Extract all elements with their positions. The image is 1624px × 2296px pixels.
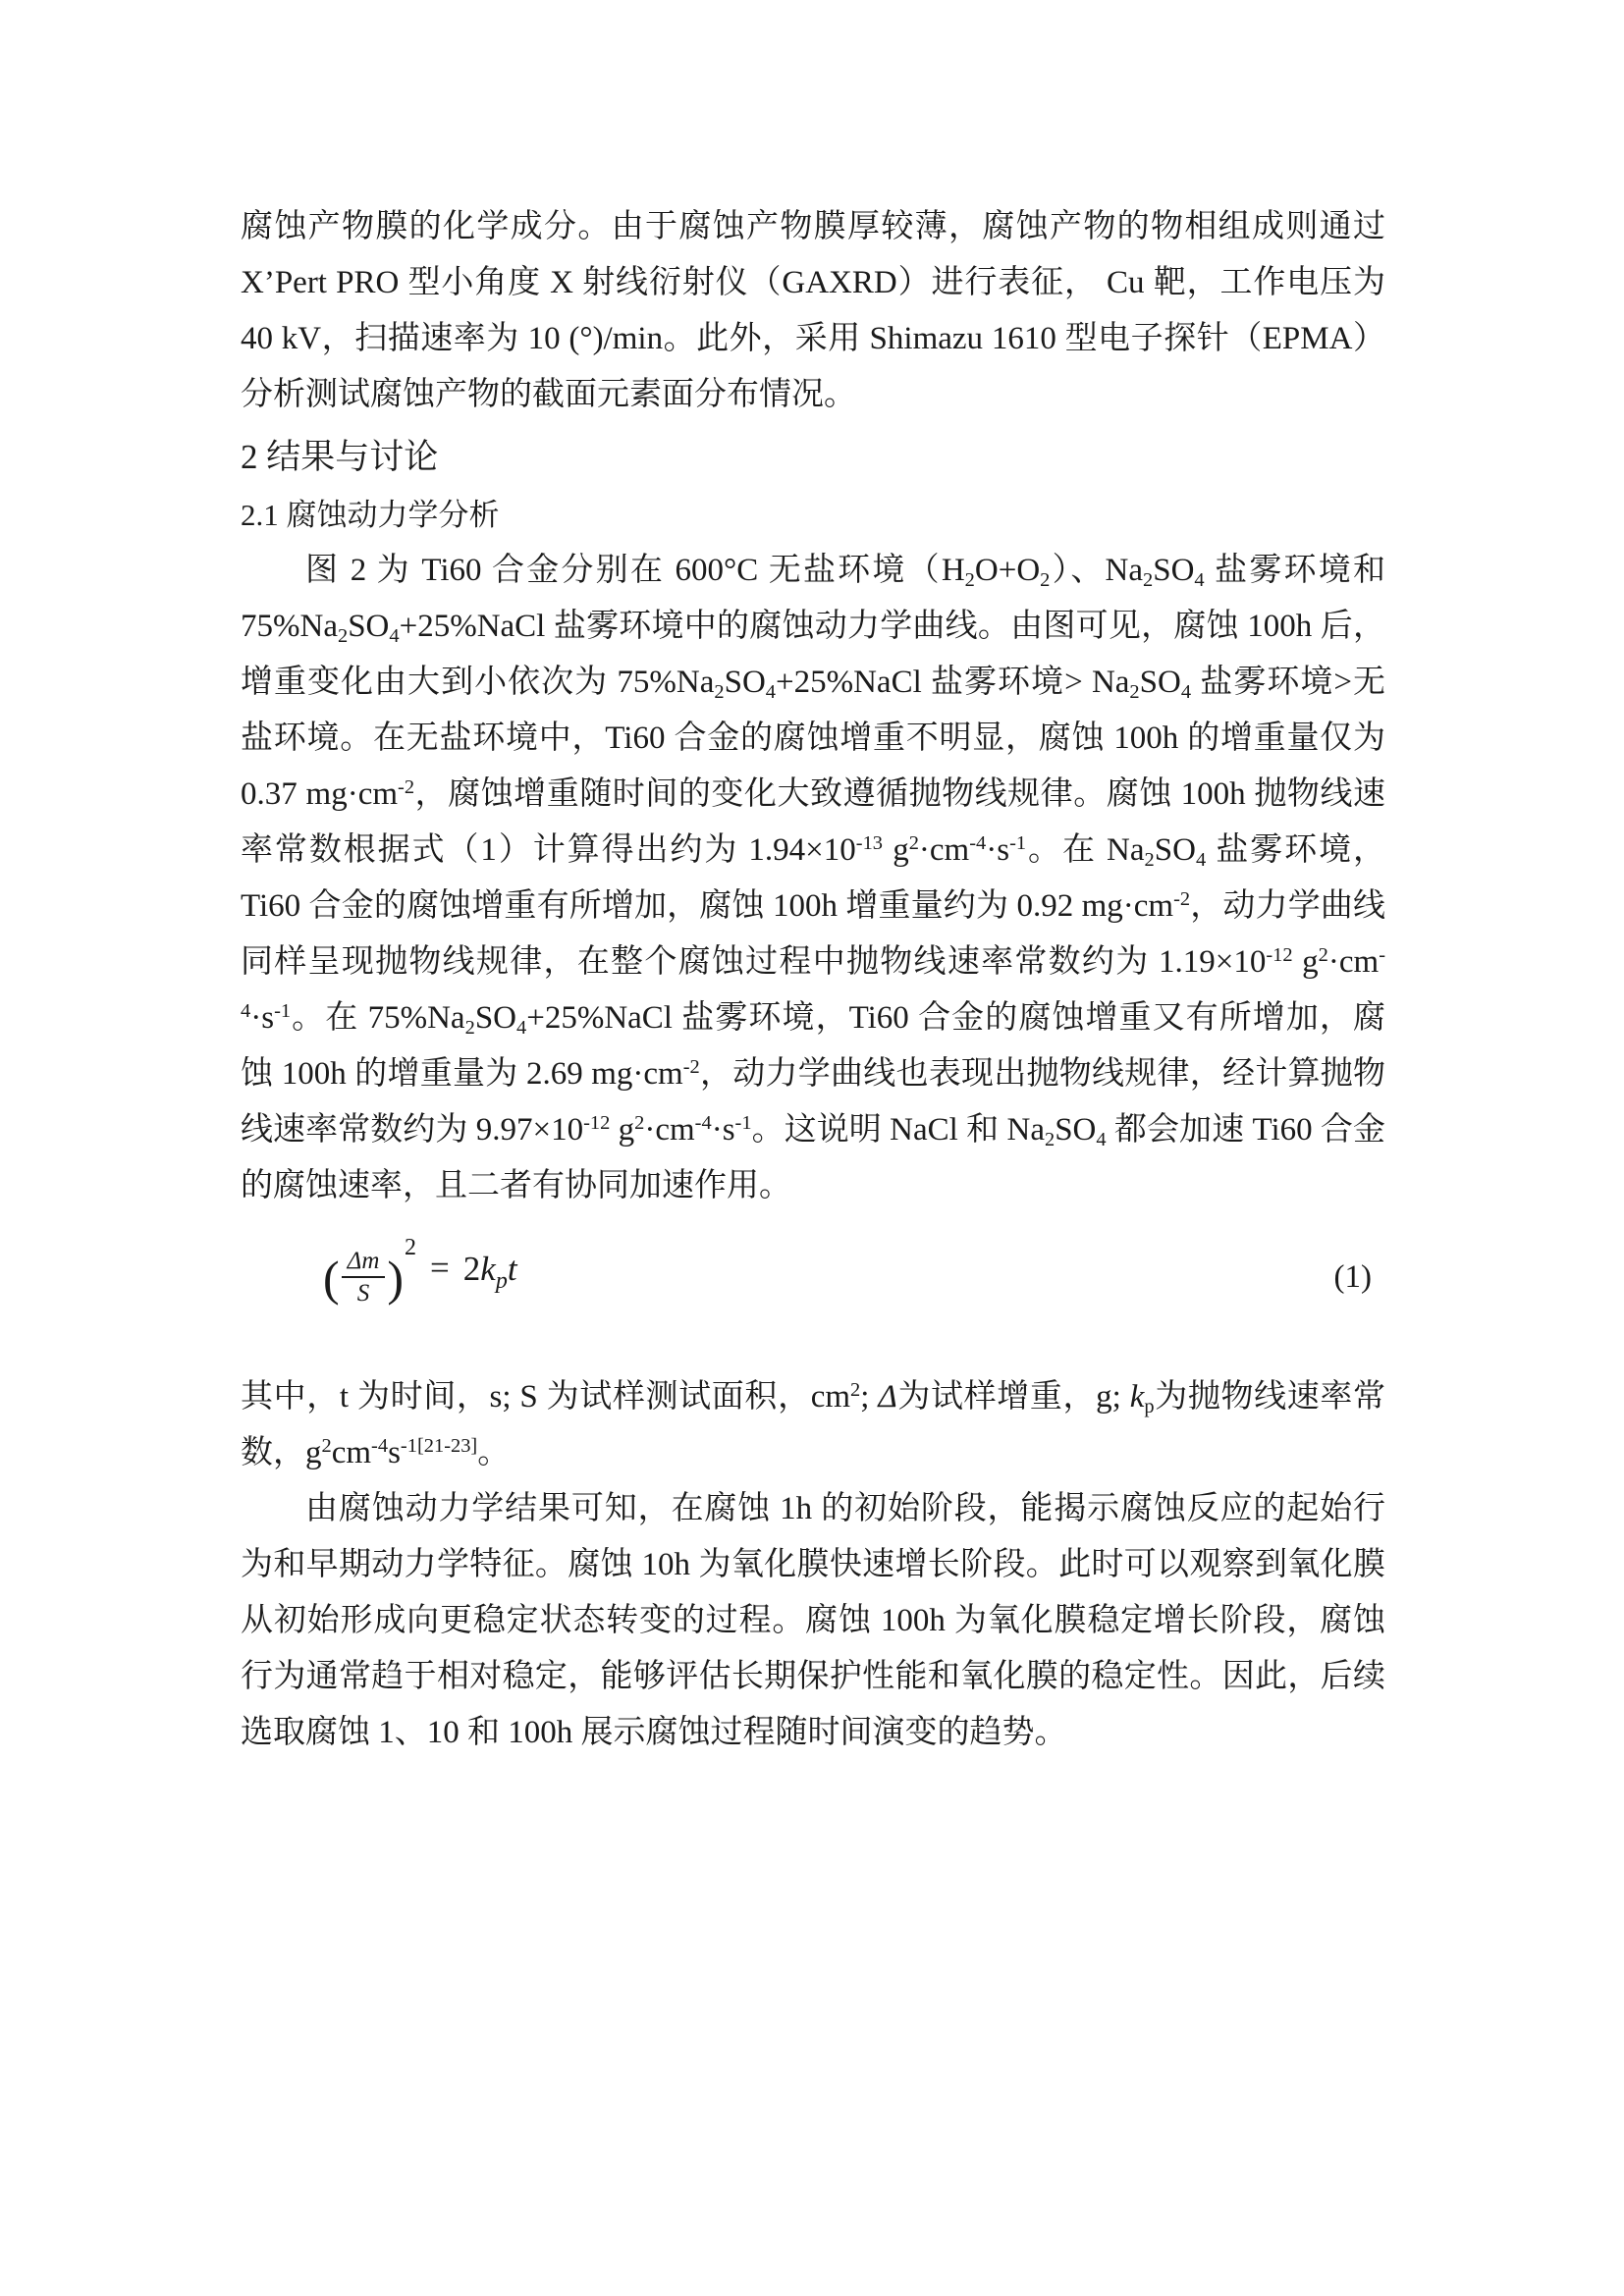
equation-rate-constant-subscript: p	[495, 1267, 508, 1294]
equation-equals: =	[430, 1249, 450, 1288]
equation-open-paren: (	[323, 1250, 340, 1306]
where-clause-paragraph: 其中，t 为时间，s; S 为试样测试面积，$cm^2$; Δ为试样增重，g; $k_p$为抛物线速率常数，$g^2cm^{-4}s^{-1[21-23]}$。	[241, 1378, 1386, 1470]
equation-rate-constant: k	[480, 1249, 496, 1288]
equation-expression	[241, 1235, 517, 1308]
equation-close-paren: )	[387, 1250, 405, 1306]
equation-exponent: 2	[405, 1235, 417, 1261]
equation-coefficient: 2	[462, 1249, 481, 1288]
discussion-paragraph: 由腐蚀动力学结果可知，在腐蚀 1h 的初始阶段，能揭示腐蚀反应的起始行为和早期动力学特征。腐蚀 10h 为氧化膜快速增长阶段。此时可以观察到氧化膜从初始形成向更稳定状态转变的过程。腐蚀 100h 为氧化膜稳定增长阶段，腐蚀行为通常趋于相对稳定，能够评估长期保护性能和氧化膜的稳定性。因此，后续选取腐蚀 1、10 和 100h 展示腐蚀过程随时间演变的趋势。	[241, 1491, 1385, 1750]
equation-denominator: S	[356, 1280, 370, 1307]
equation-number: (1)	[1333, 1258, 1372, 1295]
continuation-paragraph: 腐蚀产物膜的化学成分。由于腐蚀产物膜厚较薄，腐蚀产物的物相组成则通过 X’Pert PRO 型小角度 X 射线衍射仪（GAXRD）进行表征， Cu 靶，工作电压为 40 kV，扫描速率为 10 (°)/min。此外，采用 Shimazu 1610 型电子探针（EPMA）分析测试腐蚀产物的截面元素面分布情况。	[241, 209, 1385, 412]
section-heading: 2 结果与讨论	[241, 438, 439, 476]
equation-numerator: Δm	[342, 1248, 386, 1279]
kinetics-paragraph: 图 2 为 Ti60 合金分别在 600°C 无盐环境$(H_2O+O_2)$、$Na_2SO_4$ 盐雾环境和 $75\%Na_2SO_4+25\%NaCl$ 盐雾环境中的腐蚀动力学曲线。由图可见，腐蚀 100h 后，增重变化由大到小依次为 $75\%Na_2SO_4+25\%NaCl$ 盐雾环境> $Na_2SO_4$ 盐雾环境>无盐环境。在无盐环境中，Ti60 合金的腐蚀增重不明显，腐蚀 100h 的增重量仅为 0.37 $mg\cdot cm^{-2}$，腐蚀增重随时间的变化大致遵循抛物线规律。腐蚀 100h 抛物线速率常数根据式（1）计算得出约为 $1.94\times 10^{-13}$ $g^2\cdot cm^{-4}\cdot s^{-1}$。在 $Na_2SO_4$ 盐雾环境，Ti60 合金的腐蚀增重有所增加，腐蚀 100h 增重量约为 0.92 $mg\cdot cm^{-2}$，动力学曲线同样呈现抛物线规律，在整个腐蚀过程中抛物线速率常数约为 $1.19\times 10^{-12}$ $g^2\cdot cm^{-4}\cdot s^{-1}$。在 $75\%Na_2SO_4+25\%NaCl$ 盐雾环境，Ti60 合金的腐蚀增重又有所增加，腐蚀 100h 的增重量为 2.69 $mg\cdot cm^{-2}$，动力学曲线也表现出抛物线规律，经计算抛物线速率常数约为 $9.97\times 10^{-12}$ $g^2\cdot cm^{-4}\cdot s^{-1}$。这说明 NaCl 和 $Na_2SO_4$ 都会加速 Ti60 合金的腐蚀速率，且二者有协同加速作用。	[241, 553, 1386, 1203]
equation-time-variable: t	[507, 1249, 517, 1288]
equation-1	[241, 1230, 1385, 1324]
subsection-heading: 2.1 腐蚀动力学分析	[241, 498, 500, 532]
equation-fraction	[342, 1248, 386, 1308]
